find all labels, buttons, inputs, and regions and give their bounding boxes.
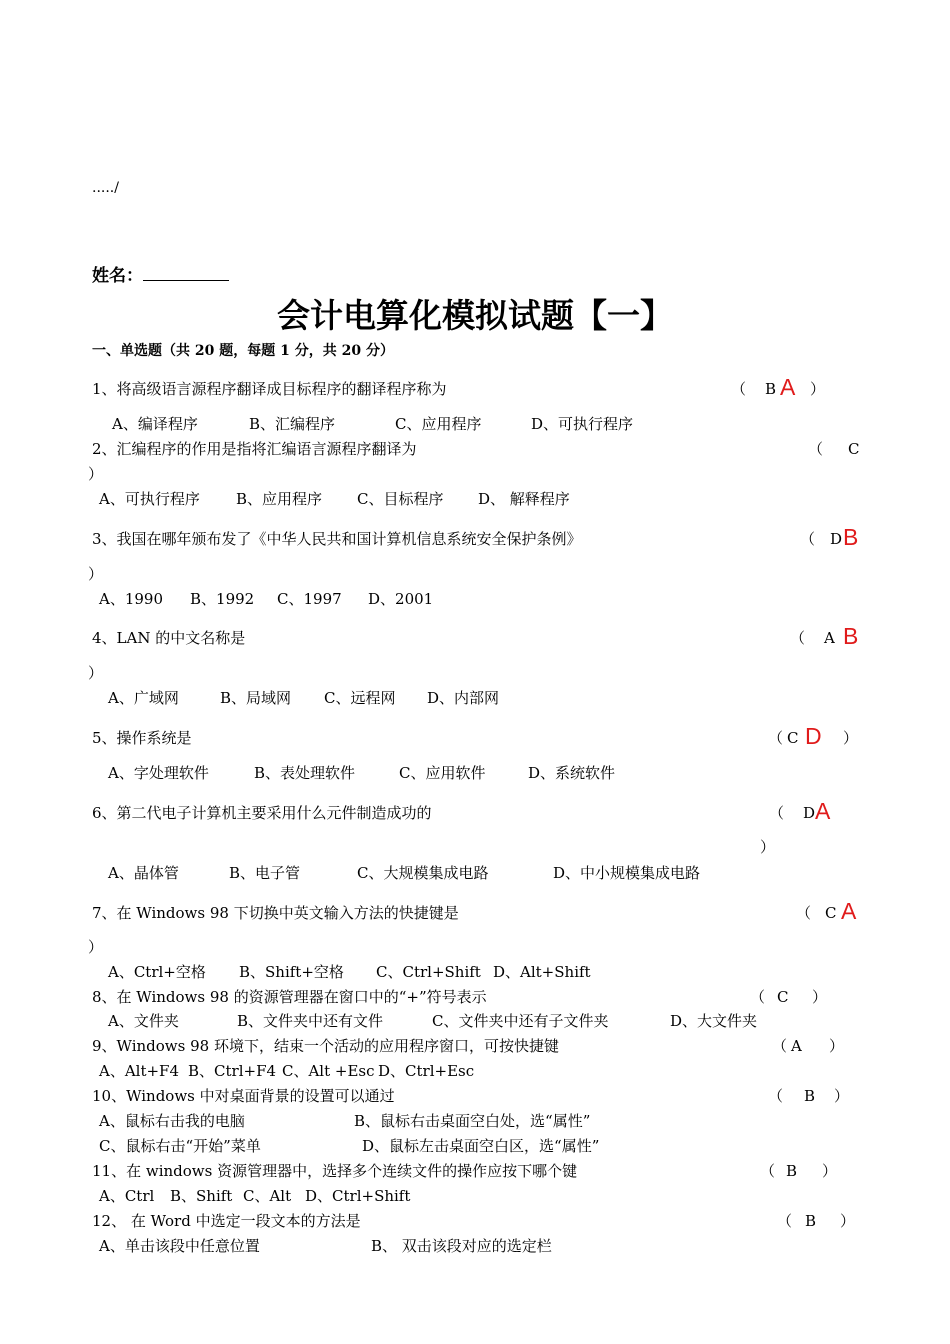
option: B、1992 xyxy=(190,590,255,608)
option: B、局域网 xyxy=(220,689,292,707)
answer-paren-open: （ xyxy=(760,1162,776,1180)
answer-paren-close: ） xyxy=(834,1087,850,1105)
answer-paren-open: （ xyxy=(731,380,747,398)
answer-correction: A xyxy=(780,374,796,400)
answer-letter: C xyxy=(777,988,789,1006)
option: C、Ctrl+Shift xyxy=(376,963,481,981)
option: D、 解释程序 xyxy=(478,490,570,508)
option: A、Ctrl+空格 xyxy=(108,963,206,981)
option: A、字处理软件 xyxy=(108,764,209,782)
question-text: 3、我国在哪年颁布发了《中华人民共和国计算机信息系统安全保护条例》 xyxy=(92,530,582,548)
answer-letter: B xyxy=(804,1087,816,1105)
option: D、Ctrl+Shift xyxy=(305,1187,411,1205)
answer-correction: A xyxy=(841,898,857,924)
answer-letter: A xyxy=(824,629,835,647)
answer-paren-open: （ xyxy=(768,729,784,747)
option: D、2001 xyxy=(368,590,434,608)
option: B、Ctrl+F4 xyxy=(188,1062,277,1080)
name-field xyxy=(92,266,229,286)
answer-letter: D xyxy=(830,530,843,548)
question-text: 5、操作系统是 xyxy=(92,729,192,747)
option: D、中小规模集成电路 xyxy=(553,864,701,882)
option: D、Ctrl+Esc xyxy=(378,1062,475,1080)
option: D、Alt+Shift xyxy=(493,963,591,981)
question-text: 4、LAN 的中文名称是 xyxy=(92,629,246,647)
option: B、 双击该段对应的选定栏 xyxy=(371,1237,552,1255)
name-label: 姓名： xyxy=(92,266,143,286)
option: B、汇编程序 xyxy=(249,415,336,433)
answer-correction: B xyxy=(843,623,859,649)
option: C、鼠标右击“开始”菜单 xyxy=(99,1137,261,1155)
option: D、可执行程序 xyxy=(531,415,634,433)
option: C、应用软件 xyxy=(399,764,486,782)
option: C、远程网 xyxy=(324,689,396,707)
answer-paren-open: （ xyxy=(808,440,824,458)
answer-letter: B xyxy=(765,380,777,398)
option: C、文件夹中还有子文件夹 xyxy=(432,1012,609,1030)
option: A、Alt+F4 xyxy=(99,1062,180,1080)
option: A、晶体管 xyxy=(108,864,179,882)
answer-paren-open: （ xyxy=(796,904,812,922)
answer-paren-open: （ xyxy=(750,988,766,1006)
option: A、鼠标右击我的电脑 xyxy=(99,1112,245,1130)
option: C、目标程序 xyxy=(357,490,444,508)
option: D、内部网 xyxy=(427,689,500,707)
answer-letter: C xyxy=(848,440,860,458)
answer-paren-close: ） xyxy=(810,380,826,398)
answer-paren-open: （ xyxy=(772,1037,788,1055)
option: B、应用程序 xyxy=(236,490,323,508)
question-text: 11、在 windows 资源管理器中，选择多个连续文件的操作应按下哪个键 xyxy=(92,1162,578,1180)
option: D、大文件夹 xyxy=(670,1012,758,1030)
section-heading: 一、单选题（共 20 题，每题 1 分，共 20 分） xyxy=(92,343,394,359)
option: A、可执行程序 xyxy=(99,490,200,508)
option: C、1997 xyxy=(277,590,342,608)
answer-paren-open: （ xyxy=(768,1087,784,1105)
option: C、Alt +Esc xyxy=(282,1062,375,1080)
answer-paren-close: ） xyxy=(829,1037,845,1055)
option: A、编译程序 xyxy=(112,415,198,433)
answer-letter: B xyxy=(805,1212,817,1230)
question-text: 2、汇编程序的作用是指将汇编语言源程序翻译为 xyxy=(92,440,417,458)
question-text: 6、第二代电子计算机主要采用什么元件制造成功的 xyxy=(92,804,432,822)
answer-paren-open: （ xyxy=(777,1212,793,1230)
answer-paren-close: ） xyxy=(88,565,104,583)
answer-letter: C xyxy=(825,904,837,922)
answer-letter: A xyxy=(791,1037,802,1055)
option: A、文件夹 xyxy=(108,1012,179,1030)
option: D、系统软件 xyxy=(528,764,616,782)
option: B、文件夹中还有文件 xyxy=(237,1012,384,1030)
answer-correction: A xyxy=(815,798,831,824)
option: A、广域网 xyxy=(108,689,179,707)
question-text: 7、在 Windows 98 下切换中英文输入方法的快捷键是 xyxy=(92,904,459,922)
option: A、Ctrl xyxy=(99,1187,155,1205)
answer-paren-open: （ xyxy=(769,804,785,822)
answer-letter: C xyxy=(787,729,799,747)
answer-paren-close: ） xyxy=(88,465,104,483)
question-text: 1、将高级语言源程序翻译成目标程序的翻译程序称为 xyxy=(92,380,447,398)
answer-letter: B xyxy=(786,1162,798,1180)
question-text: 8、在 Windows 98 的资源管理器在窗口中的“+”符号表示 xyxy=(92,988,487,1006)
answer-paren-open: （ xyxy=(790,629,806,647)
option: B、Shift+空格 xyxy=(239,963,344,981)
option: C、应用程序 xyxy=(395,415,482,433)
option: B、鼠标右击桌面空白处，选“属性” xyxy=(354,1112,591,1130)
answer-paren-close: ） xyxy=(88,664,104,682)
answer-paren-close: ） xyxy=(843,729,859,747)
question-text: 9、Windows 98 环境下，结束一个活动的应用程序窗口，可按快捷键 xyxy=(92,1037,559,1055)
name-blank xyxy=(143,266,229,281)
option: D、鼠标左击桌面空白区，选“属性” xyxy=(362,1137,600,1155)
answer-paren-close: ） xyxy=(88,938,104,956)
option: B、电子管 xyxy=(229,864,301,882)
answer-letter: D xyxy=(803,804,816,822)
option: B、Shift xyxy=(170,1187,233,1205)
option: A、1990 xyxy=(99,590,164,608)
header-mark: ...../ xyxy=(92,180,119,196)
option: C、Alt xyxy=(243,1187,292,1205)
option: A、单击该段中任意位置 xyxy=(99,1237,260,1255)
option: B、表处理软件 xyxy=(254,764,356,782)
answer-paren-close: ） xyxy=(840,1212,856,1230)
answer-correction: D xyxy=(805,723,822,749)
page-title: 会计电算化模拟试题【一】 xyxy=(277,296,673,335)
option: C、大规模集成电路 xyxy=(357,864,489,882)
answer-paren-open: （ xyxy=(800,530,816,548)
answer-paren-close: ） xyxy=(812,988,828,1006)
question-text: 10、Windows 中对桌面背景的设置可以通过 xyxy=(92,1087,395,1105)
answer-correction: B xyxy=(843,524,859,550)
answer-paren-close: ） xyxy=(822,1162,838,1180)
question-text: 12、 在 Word 中选定一段文本的方法是 xyxy=(92,1212,361,1230)
answer-paren-close: ） xyxy=(760,838,776,856)
